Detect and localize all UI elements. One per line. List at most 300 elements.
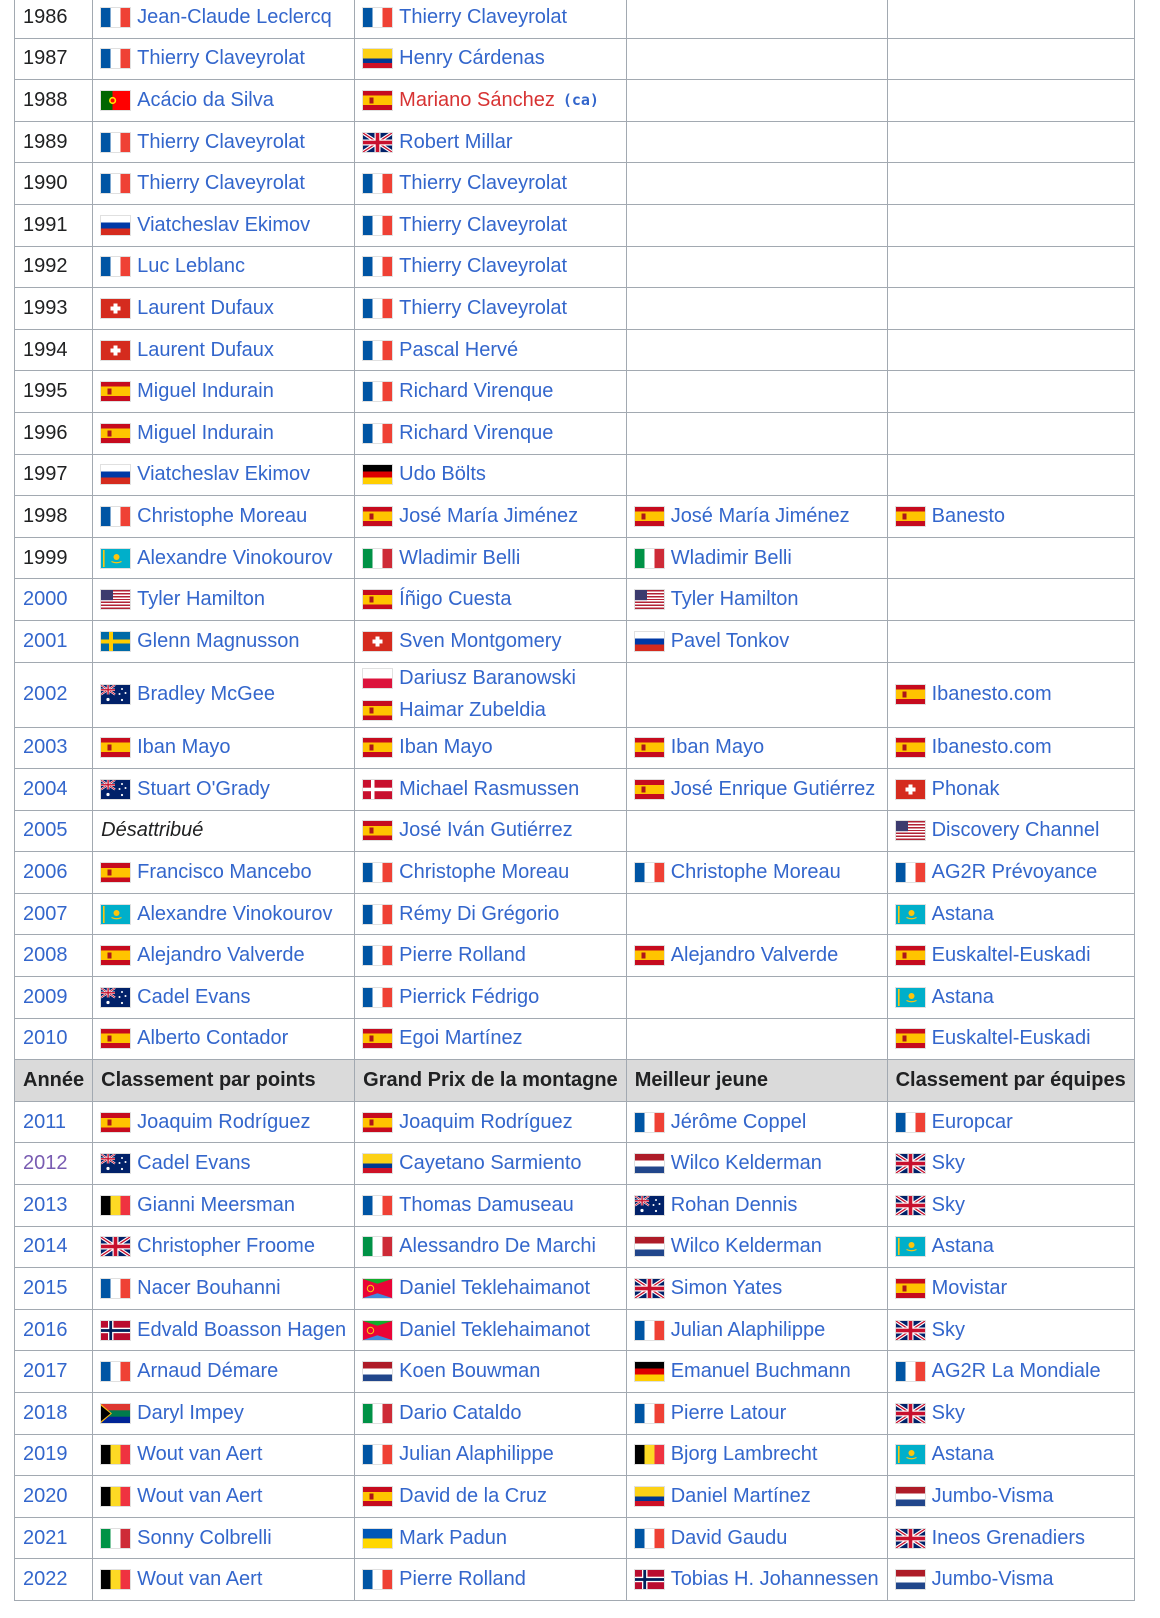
- mountain-winner-link[interactable]: Daniel Teklehaimanot: [399, 1277, 591, 1300]
- year-cell: [15, 1476, 93, 1518]
- team-winner-link[interactable]: AG2R Prévoyance: [931, 861, 1098, 884]
- youth-winner-cell: [626, 1268, 887, 1310]
- youth-winner-cell: [626, 454, 887, 496]
- points-winner-link[interactable]: Alberto Contador: [137, 1027, 289, 1050]
- points-winner-link[interactable]: Christopher Froome: [137, 1235, 315, 1258]
- points-winner-link[interactable]: Daryl Impey: [137, 1401, 244, 1424]
- mountain-winner-link[interactable]: Thierry Claveyrolat: [399, 5, 567, 28]
- year-link[interactable]: 2005: [23, 819, 68, 842]
- youth-winner-entry: [635, 1481, 879, 1511]
- points-winner-link[interactable]: Tyler Hamilton: [137, 588, 265, 611]
- points-winner-entry: [101, 1149, 346, 1179]
- youth-winner-link[interactable]: Pavel Tonkov: [670, 629, 790, 652]
- mountain-winner-link[interactable]: Dariusz Baranowski: [399, 667, 576, 689]
- flag-pl-icon: [363, 669, 392, 688]
- points-winner-link[interactable]: Sonny Colbrelli: [137, 1526, 272, 1549]
- team-winner-link[interactable]: Astana: [931, 1235, 994, 1258]
- year-cell: [15, 893, 93, 935]
- mountain-winner-entry: [363, 733, 618, 763]
- mountain-winner-entry: [363, 377, 618, 407]
- table-row: [15, 769, 1135, 811]
- youth-winner-link[interactable]: Wilco Kelderman: [670, 1152, 822, 1175]
- mountain-winner-link[interactable]: José María Jiménez: [399, 504, 579, 527]
- mountain-winner-link[interactable]: Sven Montgomery: [399, 629, 562, 652]
- youth-winner-link[interactable]: Emanuel Buchmann: [670, 1360, 851, 1383]
- mountain-winner-link[interactable]: José Iván Gutiérrez: [399, 819, 573, 842]
- youth-winner-link[interactable]: Alejandro Valverde: [670, 944, 839, 967]
- mountain-winner-link[interactable]: Thierry Claveyrolat: [399, 172, 567, 195]
- mountain-winner-link[interactable]: Thierry Claveyrolat: [399, 296, 567, 319]
- team-winner-cell: [887, 769, 1134, 811]
- points-winner-entry: [101, 1523, 346, 1553]
- mountain-winner-link[interactable]: Thierry Claveyrolat: [399, 255, 567, 278]
- points-winner-link[interactable]: Iban Mayo: [137, 736, 231, 759]
- youth-winner-cell: [626, 246, 887, 288]
- year-link[interactable]: 2013: [23, 1193, 68, 1216]
- points-winner-link[interactable]: Wout van Aert: [137, 1443, 263, 1466]
- youth-winner-entry: [635, 585, 879, 615]
- points-winner-cell: [93, 1018, 355, 1060]
- mountain-winner-entry: [363, 1232, 618, 1262]
- points-winner-entry: [101, 1232, 346, 1262]
- team-winner-link[interactable]: Sky: [931, 1152, 965, 1175]
- youth-winner-cell: [626, 893, 887, 935]
- youth-winner-cell: [626, 163, 887, 205]
- team-winner-link[interactable]: Sky: [931, 1318, 965, 1341]
- youth-winner-cell: [626, 1018, 887, 1060]
- points-winner-link[interactable]: Cadel Evans: [137, 985, 251, 1008]
- points-winner-entry: [101, 1481, 346, 1511]
- youth-winner-link[interactable]: Bjorg Lambrecht: [670, 1443, 818, 1466]
- mountain-winner-cell: [355, 1351, 627, 1393]
- flag-be-icon: [101, 1487, 130, 1506]
- mountain-winner-link[interactable]: Dario Cataldo: [399, 1401, 522, 1424]
- mountain-winner-link[interactable]: David de la Cruz: [399, 1484, 548, 1507]
- mountain-winner-entry: [363, 1523, 618, 1553]
- youth-winner-cell: [626, 1143, 887, 1185]
- mountain-winner-cell: [355, 579, 627, 621]
- points-winner-link[interactable]: Laurent Dufaux: [137, 296, 274, 319]
- team-winner-cell: [887, 1517, 1134, 1559]
- year-link[interactable]: 2016: [23, 1318, 68, 1341]
- table-row: [15, 246, 1135, 288]
- mountain-winner-link[interactable]: Udo Bölts: [399, 463, 486, 486]
- flag-gb-icon: [896, 1196, 925, 1215]
- youth-winner-link[interactable]: Tobias H. Johannessen: [670, 1568, 879, 1591]
- team-winner-cell: [887, 0, 1134, 38]
- mountain-winner-link[interactable]: Haimar Zubeldia: [399, 699, 546, 721]
- year-text: 1995: [23, 380, 68, 403]
- mountain-winner-link[interactable]: Pierrick Fédrigo: [399, 985, 540, 1008]
- points-winner-entry: [101, 1357, 346, 1387]
- points-winner-cell: [93, 579, 355, 621]
- mountain-winner-link[interactable]: Henry Cárdenas: [399, 47, 545, 70]
- year-link[interactable]: 2009: [23, 985, 68, 1008]
- year-text: 1996: [23, 421, 68, 444]
- team-winner-cell: [887, 852, 1134, 894]
- youth-winner-cell: [626, 935, 887, 977]
- mountain-winner-link[interactable]: Alessandro De Marchi: [399, 1235, 596, 1258]
- team-winner-entry: [896, 1274, 1126, 1304]
- mountain-winner-link[interactable]: Michael Rasmussen: [399, 777, 580, 800]
- year-link[interactable]: 2010: [23, 1027, 68, 1050]
- team-winner-link[interactable]: Europcar: [931, 1110, 1013, 1133]
- points-winner-cell: [93, 935, 355, 977]
- table-row: [15, 204, 1135, 246]
- youth-winner-link[interactable]: José Enrique Gutiérrez: [670, 777, 876, 800]
- flag-ru-icon: [101, 465, 130, 484]
- points-winner-cell: [93, 496, 355, 538]
- youth-winner-cell: [626, 769, 887, 811]
- year-link[interactable]: 2021: [23, 1526, 68, 1549]
- points-winner-link[interactable]: Miguel Indurain: [137, 380, 274, 403]
- points-winner-cell: [93, 1517, 355, 1559]
- flag-fr-icon: [101, 133, 130, 152]
- mountain-winner-entry: [363, 1440, 618, 1470]
- team-winner-link[interactable]: Euskaltel-Euskadi: [931, 944, 1091, 967]
- mountain-winner-cell: [355, 1393, 627, 1435]
- mountain-winner-link[interactable]: Richard Virenque: [399, 380, 554, 403]
- youth-winner-link[interactable]: Tyler Hamilton: [670, 588, 799, 611]
- mountain-winner-cell: [355, 496, 627, 538]
- flag-es-icon: [363, 590, 392, 609]
- mountain-winner-link[interactable]: Koen Bouwman: [399, 1360, 541, 1383]
- youth-winner-cell: [626, 412, 887, 454]
- year-link[interactable]: 2006: [23, 861, 68, 884]
- mountain-winner-entry: [363, 418, 618, 448]
- team-winner-link[interactable]: Sky: [931, 1193, 965, 1216]
- points-winner-link[interactable]: Alexandre Vinokourov: [137, 546, 333, 569]
- flag-es-icon: [101, 1113, 130, 1132]
- youth-winner-link[interactable]: Rohan Dennis: [670, 1193, 798, 1216]
- mountain-winner-entry: [363, 1107, 618, 1137]
- points-winner-link[interactable]: Bradley McGee: [137, 683, 275, 705]
- youth-winner-cell: [626, 1101, 887, 1143]
- mountain-winner-cell: [355, 1476, 627, 1518]
- youth-winner-link[interactable]: Christophe Moreau: [670, 861, 841, 884]
- points-winner-entry: [101, 1315, 346, 1345]
- flag-nl-icon: [635, 1154, 664, 1173]
- year-link[interactable]: 2017: [23, 1360, 68, 1383]
- flag-es-icon: [101, 382, 130, 401]
- youth-winner-link[interactable]: Wilco Kelderman: [670, 1235, 822, 1258]
- points-winner-entry: [101, 44, 346, 74]
- classifications-table: [14, 0, 1135, 1601]
- table-row: [15, 579, 1135, 621]
- year-link[interactable]: 2015: [23, 1277, 68, 1300]
- year-cell: [15, 288, 93, 330]
- mountain-winner-cell: [355, 810, 627, 852]
- points-winner-link[interactable]: Stuart O'Grady: [137, 777, 270, 800]
- mountain-winner-entry: [363, 774, 618, 804]
- table-row: [15, 727, 1135, 769]
- points-winner-link[interactable]: Gianni Meersman: [137, 1193, 295, 1216]
- points-winner-link[interactable]: Edvald Boasson Hagen: [137, 1318, 347, 1341]
- team-winner-cell: [887, 1393, 1134, 1435]
- points-winner-entry: [101, 899, 346, 929]
- year-link[interactable]: 2008: [23, 944, 68, 967]
- youth-winner-cell: [626, 204, 887, 246]
- header-row: [15, 1060, 1135, 1102]
- table-row: [15, 1268, 1135, 1310]
- points-winner-entry: [101, 85, 346, 115]
- interlanguage-link[interactable]: (ca): [562, 91, 599, 110]
- mountain-winner-cell: [355, 1559, 627, 1601]
- mountain-winner-link[interactable]: Íñigo Cuesta: [399, 588, 512, 611]
- team-winner-link[interactable]: Euskaltel-Euskadi: [931, 1027, 1091, 1050]
- flag-ru-icon: [635, 632, 664, 651]
- year-cell: [15, 1393, 93, 1435]
- mountain-winner-entry: [363, 1565, 618, 1595]
- points-winner-link[interactable]: Nacer Bouhanni: [137, 1277, 281, 1300]
- mountain-winner-cell: [355, 1018, 627, 1060]
- points-winner-link[interactable]: Jean-Claude Leclercq: [137, 5, 332, 28]
- mountain-winner-cell: [355, 1517, 627, 1559]
- year-cell: [15, 620, 93, 662]
- points-winner-cell: [93, 769, 355, 811]
- year-cell: [15, 1018, 93, 1060]
- year-link[interactable]: 2019: [23, 1443, 68, 1466]
- year-cell: [15, 412, 93, 454]
- points-winner-link[interactable]: Cadel Evans: [137, 1152, 251, 1175]
- flag-it-icon: [101, 1529, 130, 1548]
- team-winner-link[interactable]: Discovery Channel: [931, 819, 1100, 842]
- mountain-winner-link[interactable]: Daniel Teklehaimanot: [399, 1318, 591, 1341]
- team-winner-link[interactable]: Sky: [931, 1401, 965, 1424]
- youth-winner-link[interactable]: Wladimir Belli: [670, 546, 792, 569]
- flag-se-icon: [101, 632, 130, 651]
- mountain-winner-link[interactable]: Iban Mayo: [399, 736, 493, 759]
- team-winner-entry: [896, 1024, 1126, 1054]
- points-winner-entry: [101, 1565, 346, 1595]
- mountain-winner-link[interactable]: Rémy Di Grégorio: [399, 902, 560, 925]
- points-winner-link[interactable]: Miguel Indurain: [137, 421, 274, 444]
- points-winner-cell: [93, 620, 355, 662]
- points-winner-link[interactable]: Alexandre Vinokourov: [137, 902, 333, 925]
- flag-fr-icon: [101, 174, 130, 193]
- youth-winner-link[interactable]: Iban Mayo: [670, 736, 765, 759]
- year-link[interactable]: 2002: [23, 683, 68, 705]
- youth-winner-entry: [635, 1274, 879, 1304]
- flag-nl-icon: [896, 1487, 925, 1506]
- team-winner-cell: [887, 204, 1134, 246]
- points-winner-link[interactable]: Alejandro Valverde: [137, 944, 305, 967]
- points-winner-link[interactable]: Viatcheslav Ekimov: [137, 463, 311, 486]
- mountain-winner-cell: [355, 727, 627, 769]
- header-youth-classification: Meilleur jeune: [626, 1060, 887, 1102]
- year-link[interactable]: 2011: [23, 1110, 67, 1133]
- year-link[interactable]: 2004: [23, 777, 68, 800]
- team-winner-link[interactable]: Ibanesto.com: [931, 683, 1052, 705]
- mountain-winner-link[interactable]: Pierre Rolland: [399, 1568, 526, 1591]
- youth-winner-cell: [626, 1351, 887, 1393]
- youth-winner-cell: [626, 852, 887, 894]
- mountain-winner-cell: [355, 852, 627, 894]
- flag-us-icon: [896, 821, 925, 840]
- year-link[interactable]: 2022: [23, 1568, 68, 1591]
- mountain-winner-entry: [363, 543, 618, 573]
- flag-es-icon: [635, 507, 664, 526]
- year-link[interactable]: 2000: [23, 588, 68, 611]
- flag-fr-icon: [635, 1529, 664, 1548]
- table-row: [15, 1559, 1135, 1601]
- youth-winner-link[interactable]: José María Jiménez: [670, 504, 850, 527]
- mountain-winner-link[interactable]: Pierre Rolland: [399, 944, 526, 967]
- flag-es-icon: [635, 946, 664, 965]
- team-winner-link[interactable]: Banesto: [931, 504, 1005, 527]
- flag-fr-icon: [363, 8, 392, 27]
- year-cell: [15, 935, 93, 977]
- youth-winner-cell: [626, 1434, 887, 1476]
- team-winner-entry: [896, 816, 1126, 846]
- mountain-winner-entry: [363, 1357, 618, 1387]
- points-winner-link[interactable]: Wout van Aert: [137, 1568, 263, 1591]
- mountain-winner-link[interactable]: Mark Padun: [399, 1526, 508, 1549]
- team-winner-cell: [887, 1226, 1134, 1268]
- points-winner-link[interactable]: Francisco Mancebo: [137, 861, 312, 884]
- youth-winner-link[interactable]: David Gaudu: [670, 1526, 788, 1549]
- team-winner-link[interactable]: Ibanesto.com: [931, 736, 1052, 759]
- year-cell: [15, 1185, 93, 1227]
- year-link[interactable]: 2020: [23, 1484, 68, 1507]
- team-winner-link[interactable]: Astana: [931, 1443, 994, 1466]
- points-winner-cell: [93, 852, 355, 894]
- team-winner-entry: [896, 941, 1126, 971]
- mountain-winner-entry: [363, 858, 618, 888]
- team-winner-link[interactable]: AG2R La Mondiale: [931, 1360, 1101, 1383]
- points-winner-entry: [101, 680, 346, 710]
- mountain-winner-link[interactable]: Robert Millar: [399, 130, 513, 153]
- flag-fr-icon: [363, 905, 392, 924]
- year-link[interactable]: 2001: [23, 629, 68, 652]
- team-winner-link[interactable]: Jumbo-Visma: [931, 1484, 1054, 1507]
- table-row: [15, 1351, 1135, 1393]
- points-winner-link[interactable]: Laurent Dufaux: [137, 338, 274, 361]
- mountain-winner-link[interactable]: Mariano Sánchez: [399, 88, 555, 111]
- points-winner-link[interactable]: Viatcheslav Ekimov: [137, 213, 311, 236]
- youth-winner-cell: [626, 1393, 887, 1435]
- team-winner-entry: [896, 680, 1126, 710]
- youth-winner-link[interactable]: Julian Alaphilippe: [670, 1318, 826, 1341]
- mountain-winner-entry: [363, 1481, 618, 1511]
- mountain-winner-link[interactable]: Joaquim Rodríguez: [399, 1110, 573, 1133]
- youth-winner-link[interactable]: Simon Yates: [670, 1277, 783, 1300]
- table-row: [15, 1434, 1135, 1476]
- points-winner-link[interactable]: Thierry Claveyrolat: [137, 172, 305, 195]
- flag-fr-icon: [363, 988, 392, 1007]
- flag-fr-icon: [101, 8, 130, 27]
- points-winner-entry: [101, 2, 346, 32]
- mountain-winner-link[interactable]: Thierry Claveyrolat: [399, 213, 567, 236]
- points-winner-link[interactable]: Christophe Moreau: [137, 504, 308, 527]
- year-cell: [15, 852, 93, 894]
- mountain-winner-entry: [363, 1315, 618, 1345]
- points-winner-entry: [101, 460, 346, 490]
- mountain-winner-link[interactable]: Cayetano Sarmiento: [399, 1152, 582, 1175]
- points-winner-link[interactable]: Joaquim Rodríguez: [137, 1110, 311, 1133]
- year-cell: [15, 163, 93, 205]
- flag-za-icon: [101, 1404, 130, 1423]
- year-cell: [15, 1226, 93, 1268]
- points-winner-link[interactable]: Thierry Claveyrolat: [137, 130, 305, 153]
- table-row: [15, 412, 1135, 454]
- youth-winner-cell: [626, 977, 887, 1019]
- year-link[interactable]: 2014: [23, 1235, 68, 1258]
- youth-winner-cell: [626, 620, 887, 662]
- flag-fr-icon: [363, 382, 392, 401]
- flag-fr-icon: [363, 1196, 392, 1215]
- team-winner-link[interactable]: Phonak: [931, 777, 1000, 800]
- points-winner-link[interactable]: Glenn Magnusson: [137, 629, 300, 652]
- youth-winner-entry: [635, 1315, 879, 1345]
- points-winner-entry: [101, 1190, 346, 1220]
- points-winner-cell: [93, 1559, 355, 1601]
- team-winner-link[interactable]: Astana: [931, 902, 994, 925]
- youth-winner-cell: [626, 121, 887, 163]
- year-cell: [15, 1101, 93, 1143]
- flag-fr-icon: [101, 49, 130, 68]
- flag-fr-icon: [101, 1362, 130, 1381]
- team-winner-link[interactable]: Movistar: [931, 1277, 1008, 1300]
- youth-winner-link[interactable]: Jérôme Coppel: [670, 1110, 807, 1133]
- table-body-2011-2022: [15, 1101, 1135, 1600]
- points-winner-cell: [93, 38, 355, 80]
- youth-winner-cell: [626, 1226, 887, 1268]
- points-winner-link[interactable]: Arnaud Démare: [137, 1360, 279, 1383]
- table-row: [15, 496, 1135, 538]
- mountain-winner-link[interactable]: Pascal Hervé: [399, 338, 519, 361]
- team-winner-link[interactable]: Ineos Grenadiers: [931, 1526, 1086, 1549]
- year-link[interactable]: 2007: [23, 902, 68, 925]
- flag-fr-icon: [363, 1570, 392, 1589]
- year-link[interactable]: 2012: [23, 1152, 68, 1175]
- points-winner-link[interactable]: Thierry Claveyrolat: [137, 47, 305, 70]
- mountain-winner-link[interactable]: Wladimir Belli: [399, 546, 521, 569]
- mountain-winner-link[interactable]: Julian Alaphilippe: [399, 1443, 554, 1466]
- mountain-winner-link[interactable]: Egoi Martínez: [399, 1027, 523, 1050]
- flag-it-icon: [635, 549, 664, 568]
- points-winner-entry: [101, 1024, 346, 1054]
- points-winner-cell: [93, 163, 355, 205]
- year-link[interactable]: 2003: [23, 736, 68, 759]
- mountain-winner-entry: [363, 85, 618, 115]
- mountain-winner-cell: [355, 38, 627, 80]
- youth-winner-entry: [635, 774, 879, 804]
- points-winner-link[interactable]: Wout van Aert: [137, 1484, 263, 1507]
- team-winner-cell: [887, 1351, 1134, 1393]
- youth-winner-cell: [626, 579, 887, 621]
- year-cell: [15, 1434, 93, 1476]
- table-row: [15, 288, 1135, 330]
- points-winner-entry: [101, 169, 346, 199]
- points-winner-entry: [101, 774, 346, 804]
- mountain-winner-link[interactable]: Richard Virenque: [399, 421, 554, 444]
- youth-winner-link[interactable]: Daniel Martínez: [670, 1484, 811, 1507]
- mountain-winner-link[interactable]: Thomas Damuseau: [399, 1193, 574, 1216]
- points-winner-cell: [93, 1309, 355, 1351]
- year-cell: [15, 1143, 93, 1185]
- team-winner-link[interactable]: Jumbo-Visma: [931, 1568, 1054, 1591]
- youth-winner-entry: [635, 733, 879, 763]
- year-link[interactable]: 2018: [23, 1401, 68, 1424]
- mountain-winner-link[interactable]: Christophe Moreau: [399, 861, 570, 884]
- points-winner-link[interactable]: Luc Leblanc: [137, 255, 245, 278]
- youth-winner-cell: [626, 727, 887, 769]
- youth-winner-link[interactable]: Pierre Latour: [670, 1401, 787, 1424]
- mountain-winner-cell: [355, 1143, 627, 1185]
- team-winner-link[interactable]: Astana: [931, 985, 994, 1008]
- points-winner-link[interactable]: Acácio da Silva: [137, 88, 274, 111]
